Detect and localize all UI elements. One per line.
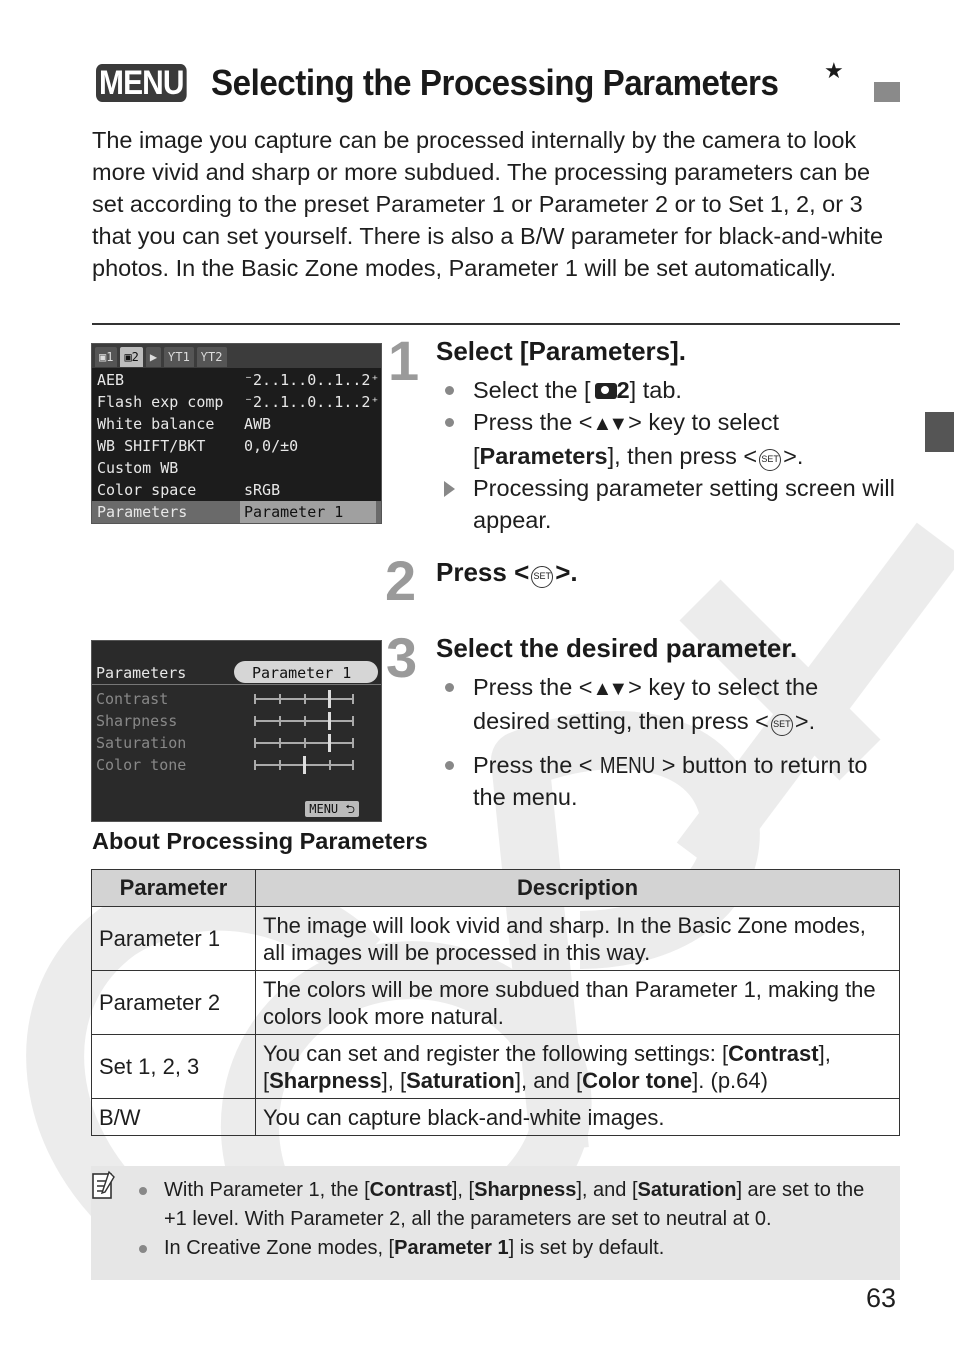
- parameters-table: [91, 869, 900, 1136]
- menu-badge-icon: MENU: [96, 64, 187, 102]
- lcd-tab: ▣1: [95, 347, 117, 367]
- lcd-parameter-screen: [91, 640, 382, 822]
- bullet-item: Press the < MENU > button to return to the menu.: [440, 749, 900, 813]
- lcd-tab: ƳT1: [164, 347, 194, 367]
- note-list: [135, 1176, 885, 1263]
- bullet-item: Press the <▲▼ > key to select [Parameters], then press < SET >.: [440, 406, 900, 472]
- step-heading: Press < SET >.: [436, 557, 578, 587]
- lcd-row: Color space sRGB: [97, 481, 281, 499]
- step-3-bullets: [440, 671, 900, 813]
- lcd-tab-bar: [92, 344, 381, 368]
- lcd-parameter-header: Parameters Parameter 1: [92, 661, 381, 685]
- section-rule: [92, 323, 900, 325]
- title-text: Selecting the Processing Parameters: [211, 62, 779, 103]
- lcd-parameter-row: Saturation: [96, 732, 376, 754]
- bullet-item: Press the <▲▼ > key to select the desired setting, then press < SET >.: [440, 671, 900, 737]
- step-number: 3: [386, 626, 418, 689]
- set-button-icon: SET: [759, 449, 781, 471]
- about-heading: About Processing Parameters: [92, 828, 428, 854]
- advanced-star-icon: ★: [824, 58, 844, 83]
- table-cell: B/W: [92, 1099, 256, 1136]
- table-row: [92, 907, 900, 971]
- step-heading: Select [Parameters].: [436, 336, 687, 366]
- lcd-row: Flash exp comp ⁻2..1..0..1..2⁺: [97, 393, 380, 411]
- table-row: [92, 1099, 900, 1136]
- page-title: [96, 58, 906, 112]
- table-cell: You can set and register the following settings: [Contrast], [Sharpness], [Saturation], and [Color tone]. (p.64): [256, 1035, 900, 1099]
- table-row: [92, 1035, 900, 1099]
- camera-icon: [595, 383, 617, 399]
- table-cell: Set 1, 2, 3: [92, 1035, 256, 1099]
- table-cell: The colors will be more subdued than Parameter 1, making the colors look more natural.: [256, 971, 900, 1035]
- step-number: 1: [388, 329, 420, 392]
- memo-note-icon: [91, 1170, 117, 1202]
- bullet-item: Select the [ 2] tab.: [440, 374, 900, 406]
- table-cell: Parameter 2: [92, 971, 256, 1035]
- note-box: [91, 1166, 900, 1280]
- set-button-icon: SET: [531, 566, 553, 588]
- result-item: Processing parameter setting screen will appear.: [440, 472, 900, 536]
- lcd-parameter-row: Color tone: [96, 754, 376, 776]
- lcd-row: AEB ⁻2..1..0..1..2⁺: [97, 371, 380, 389]
- table-header: Description: [256, 870, 900, 907]
- table-cell: The image will look vivid and sharp. In the Basic Zone modes, all images will be processed in this way.: [256, 907, 900, 971]
- table-header: Parameter: [92, 870, 256, 907]
- menu-button-icon: MENU: [599, 752, 655, 778]
- step-number: 2: [385, 549, 417, 612]
- step-1-bullets: [440, 374, 900, 536]
- table-cell: Parameter 1: [92, 907, 256, 971]
- step-heading: Select the desired parameter.: [436, 633, 798, 663]
- up-down-keys-icon: ▲▼: [592, 413, 625, 435]
- intro-paragraph: The image you capture can be processed internally by the camera to look more vivid and sharp or more subdued. The processing parameters can be set according to the preset Parameter 1 or Parameter 2 or to Set 1, 2, or 3 that you can set yourself. There is also a B/W parameter for black-and-white photos. In the Basic Zone modes, Parameter 1 will be set automatically.: [92, 127, 884, 281]
- note-item: With Parameter 1, the [Contrast], [Sharpness], and [Saturation] are set to the +1 level. With Parameter 2, all the parameters are set to neutral at 0.: [135, 1176, 885, 1234]
- lcd-row-selected: Parameters Parameter 1: [92, 501, 381, 523]
- lcd-tab: ƳT2: [197, 347, 227, 367]
- lcd-row: White balance AWB: [97, 415, 272, 433]
- page-number: 63: [866, 1283, 897, 1313]
- set-button-icon: SET: [771, 714, 793, 736]
- lcd-parameter-row: Contrast: [96, 688, 376, 710]
- up-down-keys-icon: ▲▼: [592, 678, 625, 700]
- lcd-parameter-selector: Parameter 1: [234, 661, 378, 683]
- lcd-tab: ▶: [146, 347, 161, 367]
- chapter-side-tab: [925, 412, 954, 452]
- lcd-parameter-row: Sharpness: [96, 710, 376, 732]
- lcd-row: Custom WB: [97, 459, 179, 477]
- lcd-menu-return-label: MENU ⮌: [305, 801, 359, 817]
- title-square-marker: [874, 82, 900, 102]
- lcd-row: WB SHIFT/BKT 0,0/±0: [97, 437, 299, 455]
- lcd-menu-screen: [91, 343, 382, 524]
- table-cell: You can capture black-and-white images.: [256, 1099, 900, 1136]
- lcd-tab-active: ▣2: [120, 347, 142, 367]
- note-item: In Creative Zone modes, [Parameter 1] is set by default.: [135, 1234, 885, 1263]
- table-header-row: [92, 870, 900, 907]
- table-row: [92, 971, 900, 1035]
